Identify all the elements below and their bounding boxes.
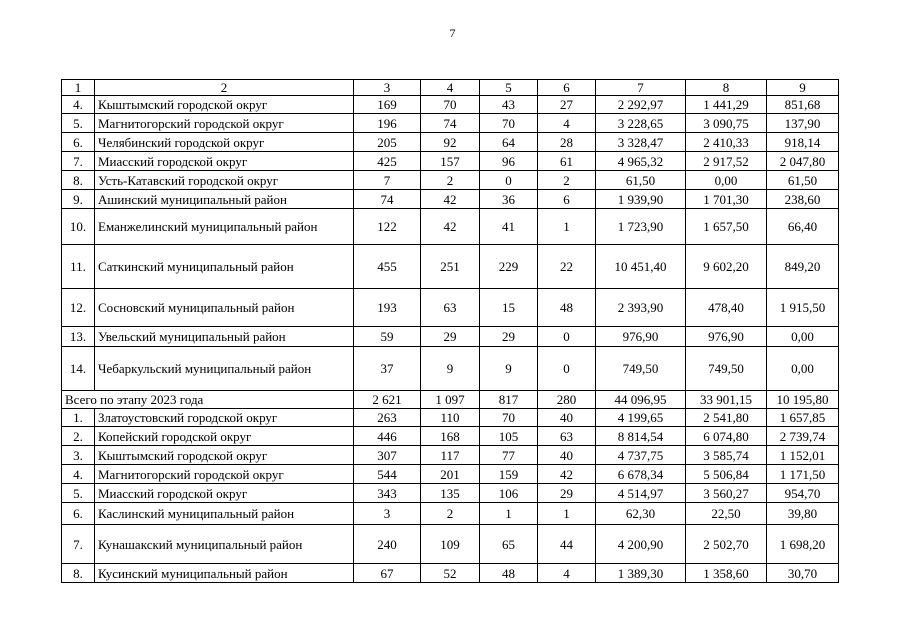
row-amount: 2 410,33 (686, 133, 767, 152)
row-name: Ашинский муниципальный район (95, 190, 354, 209)
row-value: 36 (480, 190, 538, 209)
row-amount: 2 917,52 (686, 152, 767, 171)
row-amount: 2 393,90 (596, 289, 686, 327)
row-name: Магнитогорский городской округ (95, 114, 354, 133)
row-amount: 1 358,60 (686, 564, 767, 583)
row-amount: 6 074,80 (686, 427, 767, 446)
row-value: 201 (421, 465, 480, 484)
table-row (62, 96, 839, 114)
row-amount: 4 514,97 (596, 484, 686, 503)
row-amount: 1 939,90 (596, 190, 686, 209)
row-value: 27 (538, 96, 596, 114)
row-value: 74 (354, 190, 421, 209)
table-row (62, 427, 839, 446)
total-value: 1 097 (421, 391, 480, 409)
row-value: 109 (421, 525, 480, 564)
row-amount: 9 602,20 (686, 245, 767, 289)
row-amount: 2 502,70 (686, 525, 767, 564)
row-value: 169 (354, 96, 421, 114)
row-amount: 1 657,50 (686, 209, 767, 245)
total-value: 2 621 (354, 391, 421, 409)
row-value: 307 (354, 446, 421, 465)
table-row (62, 465, 839, 484)
row-value: 106 (480, 484, 538, 503)
row-number: 6. (62, 133, 95, 152)
total-label: Всего по этапу 2023 года (62, 391, 354, 409)
row-amount: 0,00 (767, 327, 839, 347)
row-name: Кыштымский городской округ (95, 446, 354, 465)
row-amount: 2 047,80 (767, 152, 839, 171)
row-value: 29 (421, 327, 480, 347)
row-amount: 1 915,50 (767, 289, 839, 327)
column-header: 2 (95, 80, 354, 96)
column-header: 1 (62, 80, 95, 96)
row-value: 544 (354, 465, 421, 484)
row-name: Саткинский муниципальный район (95, 245, 354, 289)
table-row (62, 171, 839, 190)
row-value: 455 (354, 245, 421, 289)
total-value: 280 (538, 391, 596, 409)
row-amount: 137,90 (767, 114, 839, 133)
row-amount: 1 441,29 (686, 96, 767, 114)
row-value: 52 (421, 564, 480, 583)
row-value: 2 (538, 171, 596, 190)
row-value: 105 (480, 427, 538, 446)
row-value: 67 (354, 564, 421, 583)
row-name: Кусинский муниципальный район (95, 564, 354, 583)
row-number: 12. (62, 289, 95, 327)
row-name: Усть-Катавский городской округ (95, 171, 354, 190)
row-value: 135 (421, 484, 480, 503)
row-value: 6 (538, 190, 596, 209)
row-amount: 3 228,65 (596, 114, 686, 133)
row-name: Каслинский муниципальный район (95, 503, 354, 525)
row-value: 168 (421, 427, 480, 446)
row-value: 92 (421, 133, 480, 152)
row-name: Миасский городской округ (95, 484, 354, 503)
row-amount: 976,90 (686, 327, 767, 347)
row-number: 7. (62, 152, 95, 171)
row-amount: 954,70 (767, 484, 839, 503)
row-amount: 976,90 (596, 327, 686, 347)
table-row (62, 133, 839, 152)
row-value: 28 (538, 133, 596, 152)
column-header: 5 (480, 80, 538, 96)
row-value: 117 (421, 446, 480, 465)
row-value: 251 (421, 245, 480, 289)
row-value: 110 (421, 409, 480, 427)
row-value: 63 (538, 427, 596, 446)
row-amount: 10 451,40 (596, 245, 686, 289)
table-row (62, 347, 839, 391)
row-value: 22 (538, 245, 596, 289)
row-number: 9. (62, 190, 95, 209)
total-value: 44 096,95 (596, 391, 686, 409)
row-value: 4 (538, 114, 596, 133)
row-amount: 3 090,75 (686, 114, 767, 133)
row-amount: 238,60 (767, 190, 839, 209)
row-amount: 1 723,90 (596, 209, 686, 245)
row-value: 7 (354, 171, 421, 190)
table-row (62, 209, 839, 245)
row-value: 229 (480, 245, 538, 289)
row-value: 37 (354, 347, 421, 391)
row-amount: 4 737,75 (596, 446, 686, 465)
row-value: 0 (538, 327, 596, 347)
row-value: 42 (421, 209, 480, 245)
row-amount: 61,50 (596, 171, 686, 190)
row-value: 70 (480, 409, 538, 427)
row-value: 96 (480, 152, 538, 171)
row-number: 1. (62, 409, 95, 427)
row-amount: 2 541,80 (686, 409, 767, 427)
row-amount: 8 814,54 (596, 427, 686, 446)
row-value: 159 (480, 465, 538, 484)
row-amount: 2 292,97 (596, 96, 686, 114)
row-amount: 3 560,27 (686, 484, 767, 503)
row-number: 4. (62, 465, 95, 484)
row-value: 9 (480, 347, 538, 391)
header-row (62, 80, 839, 96)
row-amount: 749,50 (596, 347, 686, 391)
row-amount: 3 585,74 (686, 446, 767, 465)
row-value: 446 (354, 427, 421, 446)
row-value: 42 (538, 465, 596, 484)
row-amount: 849,20 (767, 245, 839, 289)
row-value: 205 (354, 133, 421, 152)
row-amount: 30,70 (767, 564, 839, 583)
row-amount: 1 171,50 (767, 465, 839, 484)
row-amount: 39,80 (767, 503, 839, 525)
row-value: 74 (421, 114, 480, 133)
row-number: 2. (62, 427, 95, 446)
table-row (62, 114, 839, 133)
row-number: 14. (62, 347, 95, 391)
row-value: 42 (421, 190, 480, 209)
row-amount: 5 506,84 (686, 465, 767, 484)
row-number: 7. (62, 525, 95, 564)
row-amount: 851,68 (767, 96, 839, 114)
row-number: 8. (62, 171, 95, 190)
row-amount: 1 701,30 (686, 190, 767, 209)
row-name: Златоустовский городской округ (95, 409, 354, 427)
row-name: Еманжелинский муниципальный район (95, 209, 354, 245)
row-name: Сосновский муниципальный район (95, 289, 354, 327)
row-number: 3. (62, 446, 95, 465)
row-value: 15 (480, 289, 538, 327)
row-amount: 1 389,30 (596, 564, 686, 583)
row-value: 9 (421, 347, 480, 391)
column-header: 3 (354, 80, 421, 96)
table-row (62, 564, 839, 583)
row-value: 2 (421, 171, 480, 190)
column-header: 6 (538, 80, 596, 96)
row-name: Кыштымский городской округ (95, 96, 354, 114)
table-row (62, 245, 839, 289)
table-row (62, 484, 839, 503)
column-header: 4 (421, 80, 480, 96)
row-value: 65 (480, 525, 538, 564)
row-value: 29 (480, 327, 538, 347)
row-amount: 1 657,85 (767, 409, 839, 427)
table-row (62, 409, 839, 427)
row-number: 4. (62, 96, 95, 114)
page-number: 7 (449, 26, 456, 40)
total-value: 10 195,80 (767, 391, 839, 409)
row-amount: 478,40 (686, 289, 767, 327)
total-value: 33 901,15 (686, 391, 767, 409)
row-value: 4 (538, 564, 596, 583)
row-value: 343 (354, 484, 421, 503)
column-header: 7 (596, 80, 686, 96)
row-number: 13. (62, 327, 95, 347)
row-value: 64 (480, 133, 538, 152)
row-amount: 0,00 (686, 171, 767, 190)
table-row (62, 289, 839, 327)
row-value: 1 (538, 209, 596, 245)
row-value: 41 (480, 209, 538, 245)
row-name: Челябинский городской округ (95, 133, 354, 152)
row-amount: 3 328,47 (596, 133, 686, 152)
row-value: 122 (354, 209, 421, 245)
row-name: Копейский городской округ (95, 427, 354, 446)
total-value: 817 (480, 391, 538, 409)
row-amount: 1 152,01 (767, 446, 839, 465)
row-value: 193 (354, 289, 421, 327)
total-row (62, 391, 839, 409)
row-number: 8. (62, 564, 95, 583)
row-number: 10. (62, 209, 95, 245)
column-header: 9 (767, 80, 839, 96)
row-value: 43 (480, 96, 538, 114)
row-number: 5. (62, 484, 95, 503)
row-value: 263 (354, 409, 421, 427)
row-value: 0 (538, 347, 596, 391)
row-name: Чебаркульский муниципальный район (95, 347, 354, 391)
data-table (61, 79, 839, 583)
row-number: 11. (62, 245, 95, 289)
row-amount: 22,50 (686, 503, 767, 525)
row-name: Миасский городской округ (95, 152, 354, 171)
row-value: 2 (421, 503, 480, 525)
row-value: 70 (421, 96, 480, 114)
row-amount: 2 739,74 (767, 427, 839, 446)
table-row (62, 525, 839, 564)
row-value: 70 (480, 114, 538, 133)
row-name: Магнитогорский городской округ (95, 465, 354, 484)
row-value: 48 (480, 564, 538, 583)
row-value: 425 (354, 152, 421, 171)
table-row (62, 190, 839, 209)
row-value: 29 (538, 484, 596, 503)
row-amount: 749,50 (686, 347, 767, 391)
row-amount: 4 199,65 (596, 409, 686, 427)
table-row (62, 503, 839, 525)
row-amount: 0,00 (767, 347, 839, 391)
row-value: 61 (538, 152, 596, 171)
row-value: 40 (538, 446, 596, 465)
row-value: 196 (354, 114, 421, 133)
row-value: 3 (354, 503, 421, 525)
table-row (62, 327, 839, 347)
row-amount: 4 200,90 (596, 525, 686, 564)
column-header: 8 (686, 80, 767, 96)
row-amount: 62,30 (596, 503, 686, 525)
row-amount: 918,14 (767, 133, 839, 152)
row-value: 157 (421, 152, 480, 171)
row-name: Кунашакский муниципальный район (95, 525, 354, 564)
row-value: 1 (480, 503, 538, 525)
table-row (62, 152, 839, 171)
row-value: 40 (538, 409, 596, 427)
table-row (62, 446, 839, 465)
row-amount: 6 678,34 (596, 465, 686, 484)
row-amount: 66,40 (767, 209, 839, 245)
row-value: 77 (480, 446, 538, 465)
row-value: 240 (354, 525, 421, 564)
row-value: 1 (538, 503, 596, 525)
row-number: 6. (62, 503, 95, 525)
row-amount: 4 965,32 (596, 152, 686, 171)
row-amount: 61,50 (767, 171, 839, 190)
row-value: 48 (538, 289, 596, 327)
row-value: 63 (421, 289, 480, 327)
row-name: Увельский муниципальный район (95, 327, 354, 347)
row-value: 44 (538, 525, 596, 564)
row-number: 5. (62, 114, 95, 133)
row-amount: 1 698,20 (767, 525, 839, 564)
row-value: 0 (480, 171, 538, 190)
row-value: 59 (354, 327, 421, 347)
